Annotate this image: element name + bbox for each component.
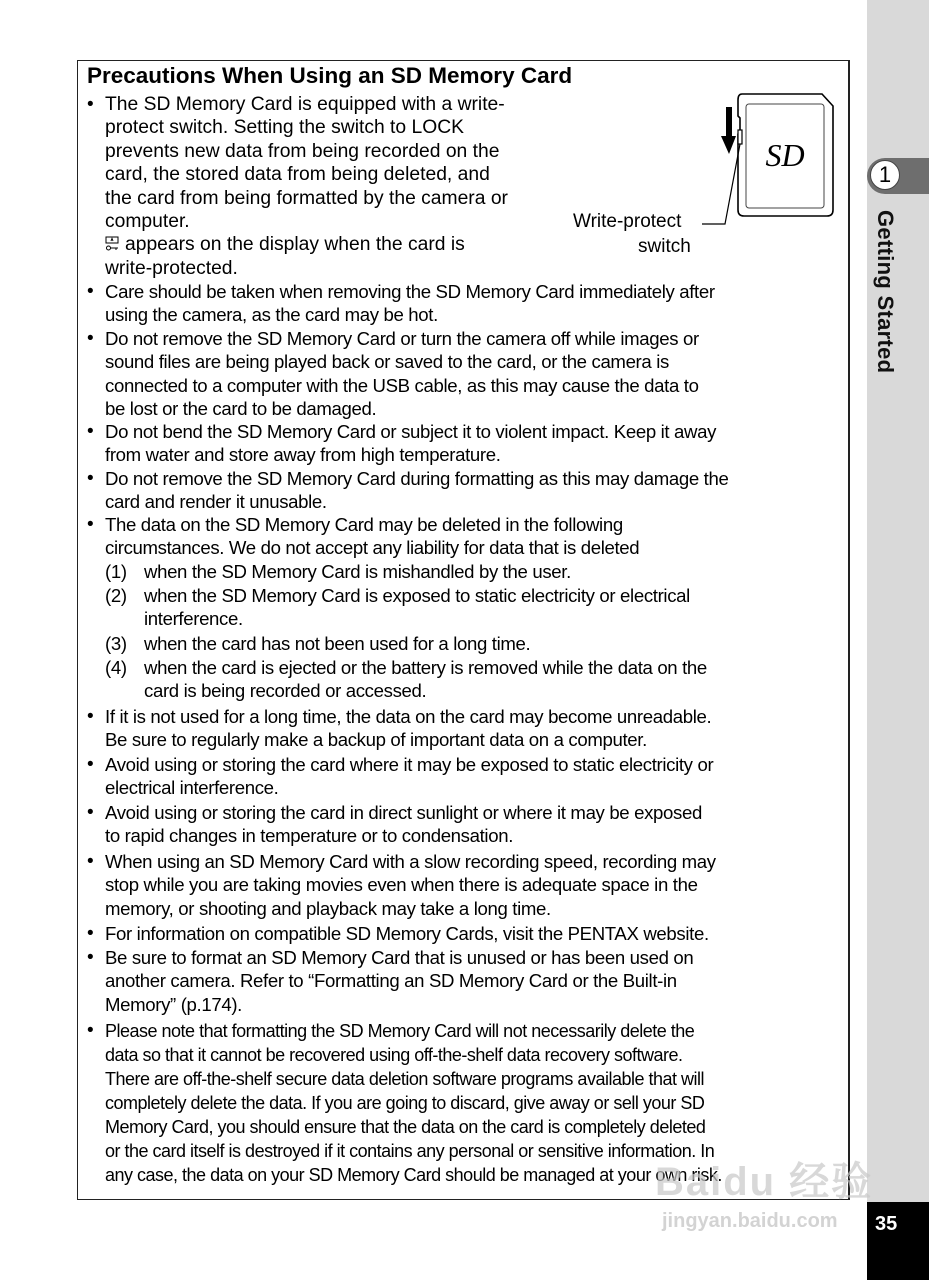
bullet-marker: • <box>87 468 94 489</box>
text-line: There are off-the-shelf secure data deletion software programs available that will <box>105 1069 705 1089</box>
text-line: protect switch. Setting the switch to LOCK <box>105 117 465 139</box>
text-line: the card from being formatted by the camera or <box>105 187 508 209</box>
watermark-url: jingyan.baidu.com <box>662 1210 838 1232</box>
text-line <box>105 233 575 256</box>
text-line: Please note that formatting the SD Memory Card will not necessarily delete the <box>105 1021 695 1041</box>
text-line: Do not remove the SD Memory Card or turn the camera off while images or <box>105 328 699 349</box>
text-line: when the card has not been used for a long time. <box>144 633 531 654</box>
text-line: computer. <box>105 211 190 233</box>
list-item <box>144 584 844 631</box>
write-protect-lock-icon <box>105 236 119 252</box>
watermark-logo: Baidu 经验 <box>655 1160 874 1204</box>
text-line: If it is not used for a long time, the data on the card may become unreadable. <box>105 706 712 727</box>
text-line: be lost or the card to be damaged. <box>105 398 377 420</box>
list-number: (1) <box>105 561 127 582</box>
bullet-marker: • <box>87 947 94 968</box>
text-line: card, the stored data from being deleted, and <box>105 164 490 186</box>
text-line: when the SD Memory Card is mishandled by the user. <box>144 561 571 582</box>
sd-card-label: SD <box>765 137 805 173</box>
text-span: appears on the display when the card is <box>125 234 465 256</box>
text-line: any case, the data on your SD Memory Card should be managed at your own risk. <box>105 1165 722 1185</box>
text-line: from water and store away from high temperature. <box>105 444 501 466</box>
bullet-marker: • <box>87 802 94 823</box>
page-number: 35 <box>875 1213 898 1235</box>
bullet-secure-deletion <box>105 1019 722 1187</box>
bullet-marker: • <box>87 706 94 727</box>
list-item <box>144 560 844 583</box>
text-line: write-protected. <box>105 257 238 279</box>
text-line: circumstances. We do not accept any liability for data that is deleted <box>105 537 640 559</box>
text-line: Avoid using or storing the card in direct sunlight or where it may be exposed <box>105 802 702 823</box>
list-number: (4) <box>105 657 127 678</box>
text-line: Do not remove the SD Memory Card during formatting as this may damage the <box>105 468 729 489</box>
bullet-unreadable <box>105 705 711 752</box>
bullet-marker: • <box>87 514 94 535</box>
text-line: For information on compatible SD Memory Cards, visit the PENTAX website. <box>105 923 709 944</box>
text-line: Memory Card, you should ensure that the data on the card is completely deleted <box>105 1117 706 1137</box>
text-line: Be sure to format an SD Memory Card that is unused or has been used on <box>105 947 694 968</box>
list-item <box>144 656 844 703</box>
down-arrow-icon <box>721 107 736 154</box>
bullet-format-card <box>105 946 693 1016</box>
text-line: The data on the SD Memory Card may be deleted in the following <box>105 514 623 535</box>
text-line: Do not bend the SD Memory Card or subject it to violent impact. Keep it away <box>105 421 717 442</box>
bullet-marker: • <box>87 281 94 302</box>
bullet-slow-speed <box>105 850 716 920</box>
text-line: The SD Memory Card is equipped with a write- <box>105 94 505 115</box>
text-line: or the card itself is destroyed if it contains any personal or sensitive information. In <box>105 1141 715 1161</box>
text-line: stop while you are taking movies even when there is adequate space in the <box>105 874 698 896</box>
text-line: data so that it cannot be recovered using off-the-shelf data recovery software. <box>105 1045 683 1065</box>
bullet-marker: • <box>87 923 94 944</box>
text-line: another camera. Refer to “Formatting an SD Memory Card or the Built-in <box>105 970 677 992</box>
text-line: when the card is ejected or the battery is removed while the data on the <box>144 657 707 678</box>
text-line: sound files are being played back or saved to the card, or the camera is <box>105 351 669 373</box>
chapter-title: Getting Started <box>873 210 898 374</box>
bullet-do-not-bend <box>105 420 716 467</box>
text-line: connected to a computer with the USB cable, as this may cause the data to <box>105 374 699 396</box>
text-line: Avoid using or storing the card where it may be exposed to static electricity or <box>105 754 714 775</box>
bullet-do-not-remove <box>105 327 699 421</box>
bullet-hot-card <box>105 280 715 327</box>
bullet-marker: • <box>87 94 94 115</box>
bullet-marker: • <box>87 421 94 442</box>
text-line: to rapid changes in temperature or to condensation. <box>105 825 514 847</box>
text-line: when the SD Memory Card is exposed to static electricity or electrical <box>144 585 690 606</box>
list-number: (2) <box>105 585 127 606</box>
text-line: using the camera, as the card may be hot. <box>105 304 438 326</box>
bullet-marker: • <box>87 851 94 872</box>
text-line: memory, or shooting and playback may take a long time. <box>105 897 551 919</box>
bullet-data-deleted <box>105 513 639 560</box>
bullet-formatting <box>105 467 728 514</box>
bullet-write-protect <box>105 93 575 280</box>
text-line: completely delete the data. If you are going to discard, give away or sell your SD <box>105 1093 705 1113</box>
text-line: Memory” (p.174). <box>105 993 242 1015</box>
text-line: Be sure to regularly make a backup of important data on a computer. <box>105 729 647 751</box>
list-number: (3) <box>105 633 127 654</box>
callout-write-protect: Write-protect <box>573 211 682 232</box>
sd-card-figure <box>700 88 840 233</box>
list-item <box>144 632 844 655</box>
bullet-marker: • <box>87 754 94 775</box>
text-line: card and render it unusable. <box>105 491 327 513</box>
chapter-number-badge: 1 <box>870 160 900 190</box>
text-line: electrical interference. <box>105 777 279 799</box>
bullet-sunlight <box>105 801 702 848</box>
bullet-static <box>105 753 713 800</box>
text-line: interference. <box>144 608 243 630</box>
bullet-marker: • <box>87 1020 94 1041</box>
bullet-pentax-website <box>105 922 709 945</box>
callout-switch: switch <box>638 236 691 257</box>
text-line: card is being recorded or accessed. <box>144 680 427 702</box>
text-line: When using an SD Memory Card with a slow recording speed, recording may <box>105 851 716 872</box>
text-line: Care should be taken when removing the SD Memory Card immediately after <box>105 281 715 302</box>
write-protect-switch <box>738 130 742 144</box>
section-title: Precautions When Using an SD Memory Card <box>87 63 573 88</box>
text-line: prevents new data from being recorded on the <box>105 140 500 162</box>
bullet-marker: • <box>87 328 94 349</box>
